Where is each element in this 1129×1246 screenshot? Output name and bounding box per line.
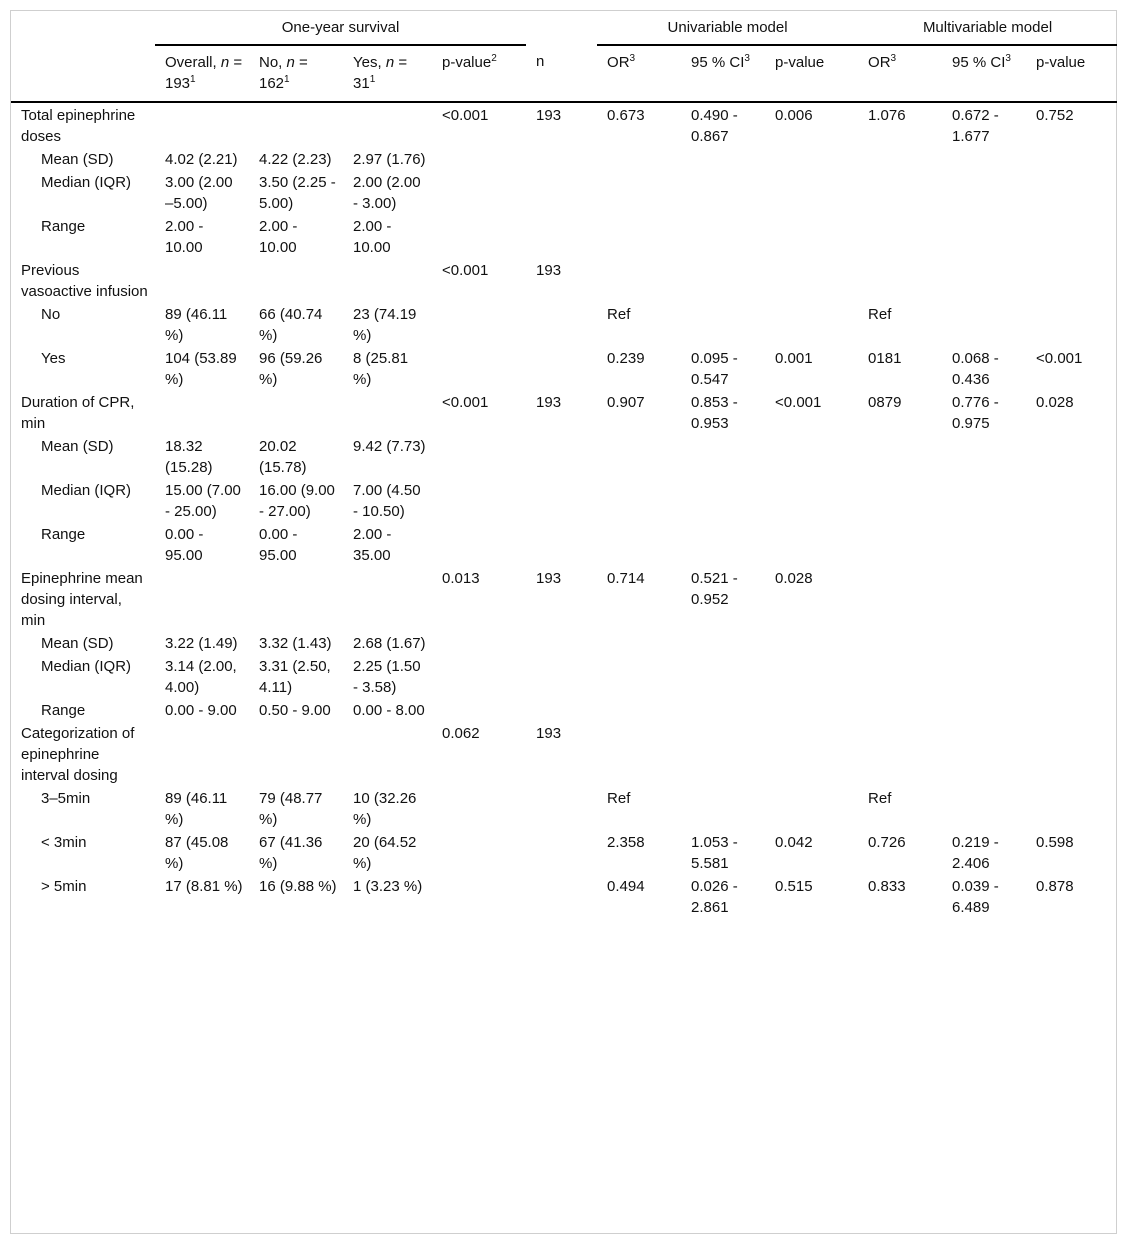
cell-n <box>526 172 597 216</box>
table-row <box>11 524 1117 568</box>
cell-ci-u: 0.853 - 0.953 <box>691 394 738 432</box>
pvalue-column-header: p-value$^2$ <box>432 45 526 102</box>
cell-or-u <box>597 172 681 216</box>
cell-no <box>249 392 343 436</box>
cell-p-m: 0.598 <box>1036 834 1074 851</box>
cell-n: 193 <box>536 725 562 742</box>
or-multivariable-header: $OR^3$ <box>858 45 942 102</box>
cell-or-u <box>597 436 681 480</box>
row-label: > 5min <box>41 878 87 895</box>
cell-yes <box>343 723 432 788</box>
cell-or-u: 2.358 <box>607 834 645 851</box>
cell-n <box>526 480 597 524</box>
cell-ci-u <box>681 260 765 304</box>
cell-or-m <box>858 524 942 568</box>
cell-p-u <box>765 633 858 656</box>
group-header-one-year-survival: One-year survival <box>155 11 526 45</box>
cell-ci-m <box>942 172 1026 216</box>
cell-yes: 2.68 (1.67) <box>353 635 426 652</box>
table-body <box>11 102 1117 920</box>
table-row <box>11 568 1117 633</box>
row-label: Median (IQR) <box>41 482 132 499</box>
cell-n <box>526 788 597 832</box>
cell-ci-m <box>942 656 1026 700</box>
cell-ci-m <box>942 700 1026 723</box>
cell-p <box>432 700 526 723</box>
cell-ci-m <box>942 480 1026 524</box>
cell-yes: 10 (32.26 %) <box>353 790 417 828</box>
row-label: 3–5min <box>41 790 91 807</box>
row-label: Range <box>41 218 86 235</box>
cell-ci-u <box>681 633 765 656</box>
row-label: Yes <box>41 350 66 367</box>
cell-or-u: 0.494 <box>607 878 645 895</box>
cell-or-m <box>858 480 942 524</box>
cell-ci-m <box>942 149 1026 172</box>
cell-p-m <box>1026 568 1117 633</box>
overall-column-header: Overall, $n = 193^1$ <box>155 45 249 102</box>
row-label: Mean (SD) <box>41 438 114 455</box>
cell-yes: 2.00 - 10.00 <box>353 218 392 256</box>
row-label: No <box>41 306 61 323</box>
cell-ci-u: 0.521 - 0.952 <box>691 570 738 608</box>
cell-or-u: 0.239 <box>607 350 645 367</box>
cell-n <box>526 832 597 876</box>
cell-overall: 0.00 - 9.00 <box>165 702 237 719</box>
cell-or-u <box>597 656 681 700</box>
cell-or-u <box>597 524 681 568</box>
cell-p-u <box>765 788 858 832</box>
cell-overall: 104 (53.89 %) <box>165 350 237 388</box>
cell-or-m: Ref <box>868 306 892 323</box>
cell-ci-m: 0.219 - 2.406 <box>952 834 999 872</box>
cell-yes: 7.00 (4.50 - 10.50) <box>353 482 421 520</box>
cell-yes <box>343 260 432 304</box>
cell-overall <box>155 568 249 633</box>
cell-p-m <box>1026 723 1117 788</box>
pvalue-multivariable-header: p-value <box>1026 45 1117 102</box>
cell-ci-m <box>942 524 1026 568</box>
cell-p-u: <0.001 <box>775 394 822 411</box>
cell-no: 3.50 (2.25 - 5.00) <box>259 174 336 212</box>
cell-no <box>249 723 343 788</box>
cell-yes: 20 (64.52 %) <box>353 834 417 872</box>
group-header-multivariable: Multivariable model <box>858 11 1117 45</box>
row-label: < 3min <box>41 834 87 851</box>
cell-p-u: 0.001 <box>775 350 813 367</box>
row-label: Mean (SD) <box>41 151 114 168</box>
cell-p-m <box>1026 633 1117 656</box>
cell-p <box>432 656 526 700</box>
cell-p-u <box>765 723 858 788</box>
cell-or-u: 0.907 <box>607 394 645 411</box>
group-header-row <box>11 11 1117 45</box>
row-label: Previous vasoactive infusion <box>21 262 148 300</box>
cell-ci-u <box>681 436 765 480</box>
cell-yes: 8 (25.81 %) <box>353 350 409 388</box>
cell-p-u <box>765 216 858 260</box>
column-header-row <box>11 45 1117 102</box>
cell-no: 66 (40.74 %) <box>259 306 323 344</box>
cell-yes: 2.25 (1.50 - 3.58) <box>353 658 421 696</box>
cell-overall: 18.32 (15.28) <box>165 438 213 476</box>
cell-yes <box>343 102 432 149</box>
cell-p-m <box>1026 216 1117 260</box>
cell-overall: 15.00 (7.00 - 25.00) <box>165 482 241 520</box>
cell-or-u <box>597 633 681 656</box>
table-row <box>11 436 1117 480</box>
cell-p <box>432 149 526 172</box>
cell-ci-u: 1.053 - 5.581 <box>691 834 738 872</box>
cell-ci-m <box>942 260 1026 304</box>
cell-or-u <box>597 149 681 172</box>
cell-yes: 2.00 (2.00 - 3.00) <box>353 174 421 212</box>
cell-n <box>526 149 597 172</box>
ci-univariable-header: 95 % $CI^3$ <box>681 45 765 102</box>
cell-n <box>526 656 597 700</box>
row-label: Total epinephrine doses <box>21 107 136 145</box>
table-row <box>11 102 1117 149</box>
cell-ci-u <box>681 524 765 568</box>
cell-or-m: 1.076 <box>868 107 906 124</box>
cell-or-u <box>597 700 681 723</box>
row-label: Categorization of epinephrine interval dosing <box>21 725 135 784</box>
cell-p-m: <0.001 <box>1036 350 1083 367</box>
cell-or-m: 0181 <box>868 350 902 367</box>
cell-n <box>526 216 597 260</box>
cell-p-u <box>765 524 858 568</box>
table-row <box>11 876 1117 920</box>
cell-ci-m <box>942 723 1026 788</box>
cell-p <box>432 480 526 524</box>
row-label: Mean (SD) <box>41 635 114 652</box>
cell-ci-u <box>681 656 765 700</box>
cell-overall: 17 (8.81 %) <box>165 878 243 895</box>
row-label: Median (IQR) <box>41 174 132 191</box>
cell-no: 4.22 (2.23) <box>259 151 332 168</box>
cell-no <box>249 568 343 633</box>
cell-p-m <box>1026 788 1117 832</box>
cell-no: 79 (48.77 %) <box>259 790 323 828</box>
cell-p <box>432 788 526 832</box>
cell-or-m <box>858 656 942 700</box>
table-row <box>11 392 1117 436</box>
ci-multivariable-header: 95 % $CI^3$ <box>942 45 1026 102</box>
cell-ci-m <box>942 216 1026 260</box>
cell-or-m <box>858 216 942 260</box>
cell-ci-u: 0.026 - 2.861 <box>691 878 738 916</box>
cell-overall <box>155 392 249 436</box>
cell-yes: 2.97 (1.76) <box>353 151 426 168</box>
cell-ci-u <box>681 788 765 832</box>
cell-no: 3.32 (1.43) <box>259 635 332 652</box>
cell-p-m: 0.028 <box>1036 394 1074 411</box>
cell-p-u <box>765 260 858 304</box>
cell-ci-m <box>942 633 1026 656</box>
row-label: Median (IQR) <box>41 658 132 675</box>
cell-p: <0.001 <box>442 107 489 124</box>
cell-or-u: 0.714 <box>607 570 645 587</box>
row-label: Duration of CPR, min <box>21 394 135 432</box>
row-label: Range <box>41 526 86 543</box>
cell-ci-m: 0.672 - 1.677 <box>952 107 999 145</box>
cell-p-u: 0.028 <box>775 570 813 587</box>
cell-or-m <box>858 172 942 216</box>
cell-yes: 1 (3.23 %) <box>353 878 423 895</box>
cell-or-u <box>597 260 681 304</box>
cell-overall: 0.00 - 95.00 <box>165 526 204 564</box>
cell-p-m <box>1026 149 1117 172</box>
cell-p <box>432 524 526 568</box>
table-row <box>11 216 1117 260</box>
cell-ci-u <box>681 149 765 172</box>
label-column-header <box>11 45 155 102</box>
cell-p-u <box>765 149 858 172</box>
cell-overall: 3.22 (1.49) <box>165 635 238 652</box>
cell-yes: 23 (74.19 %) <box>353 306 417 344</box>
row-label: Epinephrine mean dosing interval, min <box>21 570 143 629</box>
row-label: Range <box>41 702 86 719</box>
cell-ci-u <box>681 172 765 216</box>
cell-no: 3.31 (2.50, 4.11) <box>259 658 331 696</box>
cell-yes: 9.42 (7.73) <box>353 438 426 455</box>
cell-or-m <box>858 260 942 304</box>
cell-ci-m <box>942 788 1026 832</box>
cell-no: 16 (9.88 %) <box>259 878 337 895</box>
cell-p-m <box>1026 436 1117 480</box>
or-univariable-header: $OR^3$ <box>597 45 681 102</box>
no-column-header: No, $n = 162^1$ <box>249 45 343 102</box>
cell-n: 193 <box>536 107 562 124</box>
cell-no: 0.50 - 9.00 <box>259 702 331 719</box>
table-row <box>11 172 1117 216</box>
cell-no: 96 (59.26 %) <box>259 350 323 388</box>
cell-p-u <box>765 480 858 524</box>
cell-n <box>526 436 597 480</box>
n-column-header: n <box>526 45 597 102</box>
cell-overall: 89 (46.11 %) <box>165 306 228 344</box>
cell-n <box>526 700 597 723</box>
table-row <box>11 149 1117 172</box>
cell-p-m <box>1026 700 1117 723</box>
cell-p: <0.001 <box>442 262 489 279</box>
cell-or-u: Ref <box>607 790 631 807</box>
cell-p-u <box>765 700 858 723</box>
cell-p-u <box>765 304 858 348</box>
group-header-univariable: Univariable model <box>597 11 858 45</box>
cell-p <box>432 633 526 656</box>
cell-p-m: 0.752 <box>1036 107 1074 124</box>
cell-or-m <box>858 568 942 633</box>
cell-p-m <box>1026 524 1117 568</box>
cell-n: 193 <box>536 570 562 587</box>
cell-no: 20.02 (15.78) <box>259 438 307 476</box>
cell-n <box>526 304 597 348</box>
cell-ci-u: 0.490 - 0.867 <box>691 107 738 145</box>
cell-p: 0.062 <box>442 725 480 742</box>
cell-ci-u <box>681 723 765 788</box>
cell-n <box>526 524 597 568</box>
cell-p-m <box>1026 260 1117 304</box>
cell-or-u <box>597 480 681 524</box>
cell-no: 2.00 - 10.00 <box>259 218 298 256</box>
cell-n <box>526 633 597 656</box>
cell-or-m: Ref <box>868 790 892 807</box>
table-row <box>11 723 1117 788</box>
cell-or-m <box>858 436 942 480</box>
cell-n <box>526 348 597 392</box>
cell-overall <box>155 102 249 149</box>
cell-p-m <box>1026 304 1117 348</box>
table-row <box>11 788 1117 832</box>
cell-p: 0.013 <box>442 570 480 587</box>
cell-yes <box>343 568 432 633</box>
cell-p <box>432 216 526 260</box>
cell-overall: 3.00 (2.00 –5.00) <box>165 174 233 212</box>
cell-p-u <box>765 172 858 216</box>
cell-yes <box>343 392 432 436</box>
cell-p-u: 0.515 <box>775 878 813 895</box>
cell-overall: 2.00 - 10.00 <box>165 218 204 256</box>
cell-or-u <box>597 216 681 260</box>
cell-p <box>432 876 526 920</box>
cell-p-u: 0.006 <box>775 107 813 124</box>
cell-p <box>432 436 526 480</box>
cell-overall <box>155 260 249 304</box>
table-row <box>11 260 1117 304</box>
empty-header-cell <box>11 11 155 45</box>
cell-yes: 2.00 - 35.00 <box>353 526 392 564</box>
cell-overall: 4.02 (2.21) <box>165 151 238 168</box>
cell-overall <box>155 723 249 788</box>
table-row <box>11 832 1117 876</box>
cell-p-u <box>765 656 858 700</box>
cell-overall: 3.14 (2.00, 4.00) <box>165 658 237 696</box>
cell-p-m <box>1026 656 1117 700</box>
cell-no <box>249 260 343 304</box>
cell-or-m <box>858 700 942 723</box>
cell-ci-m <box>942 568 1026 633</box>
cell-or-m <box>858 149 942 172</box>
cell-p <box>432 832 526 876</box>
cell-overall: 89 (46.11 %) <box>165 790 228 828</box>
table-row <box>11 656 1117 700</box>
table-row <box>11 633 1117 656</box>
cell-yes: 0.00 - 8.00 <box>353 702 425 719</box>
cell-ci-u <box>681 700 765 723</box>
cell-or-m <box>858 723 942 788</box>
cell-or-m: 0879 <box>868 394 902 411</box>
cell-overall: 87 (45.08 %) <box>165 834 229 872</box>
cell-p: <0.001 <box>442 394 489 411</box>
cell-p-m <box>1026 480 1117 524</box>
cell-p-u <box>765 436 858 480</box>
cell-or-u <box>597 723 681 788</box>
pvalue-univariable-header: p-value <box>765 45 858 102</box>
cell-p <box>432 304 526 348</box>
cell-ci-u <box>681 480 765 524</box>
cell-ci-u <box>681 216 765 260</box>
cell-p-m <box>1026 172 1117 216</box>
cell-n: 193 <box>536 262 562 279</box>
cell-or-m: 0.833 <box>868 878 906 895</box>
cell-or-m <box>858 633 942 656</box>
cell-no: 67 (41.36 %) <box>259 834 323 872</box>
cell-ci-u: 0.095 - 0.547 <box>691 350 738 388</box>
cell-p <box>432 348 526 392</box>
cell-no <box>249 102 343 149</box>
table-row <box>11 700 1117 723</box>
cell-or-u: 0.673 <box>607 107 645 124</box>
group-gap <box>526 11 597 45</box>
table-row <box>11 348 1117 392</box>
cell-ci-m <box>942 436 1026 480</box>
cell-or-u: Ref <box>607 306 631 323</box>
cell-no: 16.00 (9.00 - 27.00) <box>259 482 335 520</box>
cell-ci-m: 0.068 - 0.436 <box>952 350 999 388</box>
cell-or-m: 0.726 <box>868 834 906 851</box>
cell-ci-u <box>681 304 765 348</box>
cell-p <box>432 172 526 216</box>
cell-no: 0.00 - 95.00 <box>259 526 298 564</box>
yes-column-header: Yes, $n = 31^1$ <box>343 45 432 102</box>
table-row <box>11 480 1117 524</box>
cell-ci-m: 0.039 - 6.489 <box>952 878 999 916</box>
cell-n <box>526 876 597 920</box>
table-row <box>11 304 1117 348</box>
cell-p-u: 0.042 <box>775 834 813 851</box>
cell-ci-m: 0.776 - 0.975 <box>952 394 999 432</box>
cell-n: 193 <box>536 394 562 411</box>
cell-ci-m <box>942 304 1026 348</box>
results-table <box>11 11 1117 920</box>
cell-p-m: 0.878 <box>1036 878 1074 895</box>
